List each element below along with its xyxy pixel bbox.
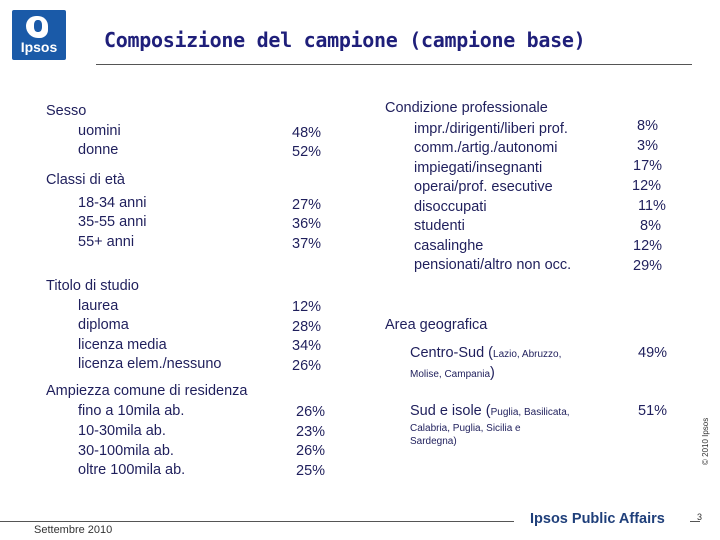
condizione-item-label: impr./dirigenti/liberi prof. xyxy=(414,121,568,137)
condizione-item-value: 11% xyxy=(638,198,666,214)
eta-item-label: 35-55 anni xyxy=(78,214,147,230)
studio-item-label: licenza elem./nessuno xyxy=(78,356,222,372)
ampiezza-item-value: 26% xyxy=(296,443,326,459)
ampiezza-item-value: 25% xyxy=(296,463,326,479)
section-studio-label: Titolo di studio xyxy=(46,278,139,294)
ampiezza-item-value: 23% xyxy=(296,424,326,440)
studio-item-label: laurea xyxy=(78,298,119,314)
condizione-item-value: 8% xyxy=(637,118,658,134)
condizione-item-value: 12% xyxy=(633,238,663,254)
section-ampiezza-label: Ampiezza comune di residenza xyxy=(46,383,248,399)
area-item-value: 51% xyxy=(638,403,668,419)
sesso-item-label: donne xyxy=(78,142,119,158)
studio-item-value: 28% xyxy=(292,319,322,335)
condizione-item-value: 8% xyxy=(640,218,661,234)
area-sud-isole-detail: Sardegna) xyxy=(410,436,457,447)
section-area-label: Area geografica xyxy=(385,317,488,333)
ampiezza-item-value: 26% xyxy=(296,404,326,420)
footer-date: Settembre 2010 xyxy=(34,524,113,536)
area-centro-sud-detail: Molise, Campania) xyxy=(410,365,495,381)
condizione-item-label: impiegati/insegnanti xyxy=(414,160,543,176)
eta-item-value: 36% xyxy=(292,216,322,232)
sesso-item-value: 52% xyxy=(292,144,322,160)
sesso-item-value: 48% xyxy=(292,125,322,141)
logo-text: Ipsos xyxy=(20,39,58,55)
condizione-item-label: casalinghe xyxy=(414,238,484,254)
condizione-item-value: 12% xyxy=(632,178,662,194)
eta-item-value: 27% xyxy=(292,197,322,213)
eta-item-value: 37% xyxy=(292,236,322,252)
condizione-item-label: operai/prof. esecutive xyxy=(414,179,553,195)
footer-brand: Ipsos Public Affairs xyxy=(530,511,665,527)
sesso-item-label: uomini xyxy=(78,123,121,139)
eta-item-label: 18-34 anni xyxy=(78,195,147,211)
condizione-item-label: disoccupati xyxy=(414,199,487,215)
ipsos-logo xyxy=(12,10,66,60)
studio-item-value: 26% xyxy=(292,358,322,374)
page-number: 3 xyxy=(697,512,703,522)
studio-item-label: licenza media xyxy=(78,337,167,353)
area-sud-isole-detail: Calabria, Puglia, Sicilia e xyxy=(410,423,521,434)
studio-item-value: 34% xyxy=(292,338,322,354)
section-condizione-label: Condizione professionale xyxy=(385,100,548,116)
condizione-item-label: comm./artig./autonomi xyxy=(414,140,558,156)
condizione-item-value: 3% xyxy=(637,138,658,154)
condizione-item-value: 17% xyxy=(633,158,663,174)
condizione-item-value: 29% xyxy=(633,258,663,274)
ampiezza-item-label: 10-30mila ab. xyxy=(78,423,166,439)
section-eta-label: Classi di età xyxy=(46,172,125,188)
condizione-item-label: studenti xyxy=(414,218,465,234)
eta-item-label: 55+ anni xyxy=(78,234,135,250)
area-centro-sud: Centro-Sud (Lazio, Abruzzo, xyxy=(410,345,562,361)
footer-divider xyxy=(0,521,514,522)
area-item-value: 49% xyxy=(638,345,668,361)
page-title: Composizione del campione (campione base) xyxy=(104,28,586,52)
ampiezza-item-label: oltre 100mila ab. xyxy=(78,462,186,478)
ampiezza-item-label: 30-100mila ab. xyxy=(78,443,174,459)
copyright-notice: © 2010 Ipsos xyxy=(701,417,710,465)
area-sud-isole: Sud e isole (Puglia, Basilicata, xyxy=(410,403,570,419)
ampiezza-item-label: fino a 10mila ab. xyxy=(78,403,185,419)
studio-item-label: diploma xyxy=(78,317,129,333)
condizione-item-label: pensionati/altro non occ. xyxy=(414,257,572,273)
studio-item-value: 12% xyxy=(292,299,322,315)
title-divider xyxy=(96,64,692,65)
section-sesso-label: Sesso xyxy=(46,103,87,119)
